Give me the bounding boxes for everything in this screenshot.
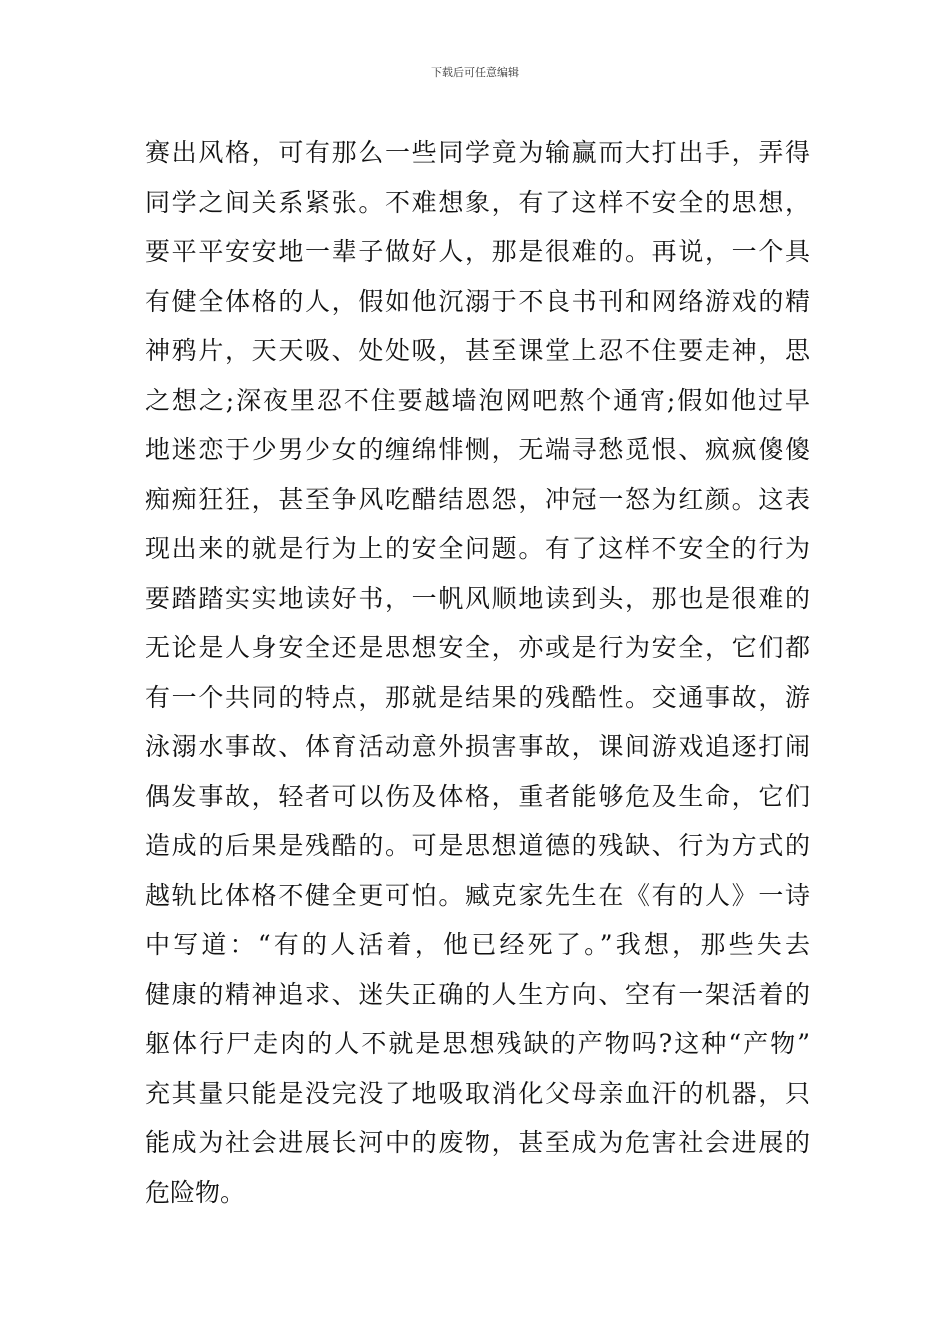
text-line: 健康的精神追求、迷失正确的人生方向、空有一架活着的 bbox=[145, 979, 810, 1009]
text-line: 越轨比体格不健全更可怕。臧克家先生在《有的人》一诗 bbox=[145, 880, 810, 910]
body-text bbox=[145, 128, 810, 1217]
text-line: 之想之;深夜里忍不住要越墙泡网吧熬个通宵;假如他过早 bbox=[145, 385, 810, 415]
text-line: 地迷恋于少男少女的缠绵悱恻，无端寻愁觅恨、疯疯傻傻 bbox=[145, 435, 810, 464]
page-header: 下载后可任意编辑 bbox=[431, 66, 519, 79]
text-line: 无论是人身安全还是思想安全，亦或是行为安全，它们都 bbox=[145, 633, 810, 662]
text-line-last: 危险物。 bbox=[145, 1177, 246, 1207]
text-line: 有一个共同的特点，那就是结果的残酷性。交通事故，游 bbox=[145, 682, 810, 712]
text-line: 痴痴狂狂，甚至争风吃醋结恩怨，冲冠一怒为红颜。这表 bbox=[145, 484, 810, 514]
text-line: 现出来的就是行为上的安全问题。有了这样不安全的行为 bbox=[145, 534, 810, 563]
text-line: 神鸦片，天天吸、处处吸，甚至课堂上忍不住要走神，思 bbox=[145, 336, 810, 365]
text-line: 泳溺水事故、体育活动意外损害事故，课间游戏追逐打闹 bbox=[145, 732, 810, 761]
text-line: 要踏踏实实地读好书，一帆风顺地读到头，那也是很难的 bbox=[145, 583, 810, 613]
text-line: 要平平安安地一辈子做好人，那是很难的。再说，一个具 bbox=[145, 237, 810, 266]
text-line: 有健全体格的人，假如他沉溺于不良书刊和网络游戏的精 bbox=[145, 286, 810, 316]
text-line: 造成的后果是残酷的。可是思想道德的残缺、行为方式的 bbox=[145, 831, 810, 860]
text-line: 躯体行尸走肉的人不就是思想残缺的产物吗?这种“产物” bbox=[145, 1029, 810, 1058]
text-line: 充其量只能是没完没了地吸取消化父母亲血汗的机器，只 bbox=[145, 1078, 810, 1108]
text-line: 偶发事故，轻者可以伤及体格，重者能够危及生命，它们 bbox=[145, 781, 810, 811]
text-line: 赛出风格，可有那么一些同学竟为输赢而大打出手，弄得 bbox=[145, 138, 810, 167]
text-line: 中写道：“有的人活着，他已经死了。”我想，那些失去 bbox=[145, 930, 810, 959]
text-line: 同学之间关系紧张。不难想象，有了这样不安全的思想， bbox=[145, 187, 810, 217]
text-line: 能成为社会进展长河中的废物，甚至成为危害社会进展的 bbox=[145, 1128, 810, 1157]
